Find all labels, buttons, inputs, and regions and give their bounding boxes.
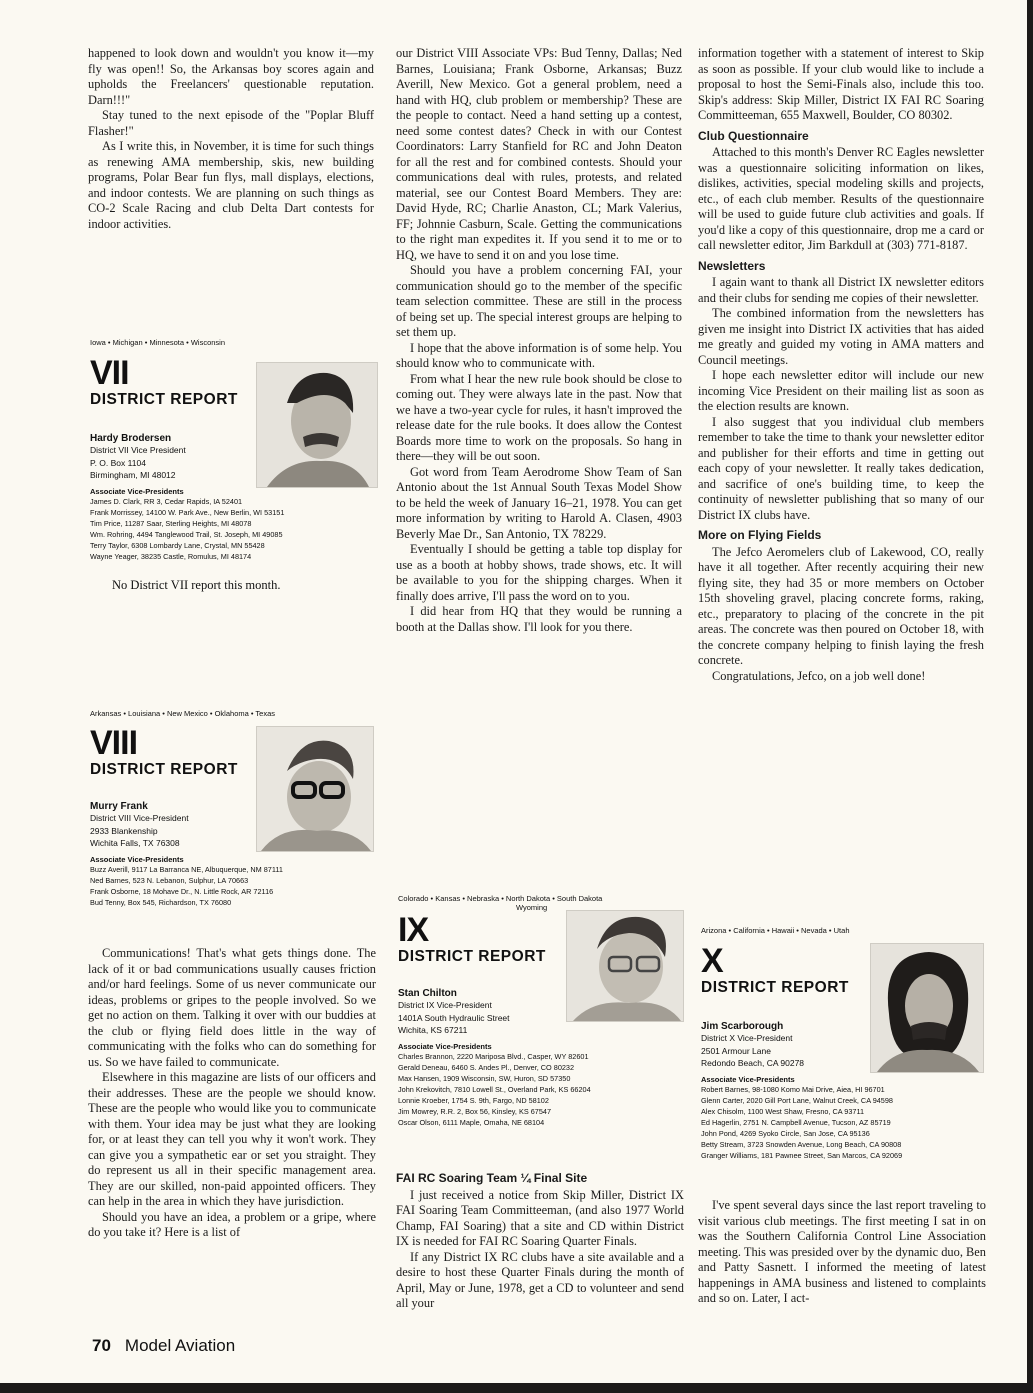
associate-line: Ned Barnes, 523 N. Lebanon, Sulphur, LA 70663 bbox=[90, 875, 249, 885]
vice-president-name: Jim Scarborough bbox=[701, 1021, 784, 1032]
paragraph: Attached to this month's Denver RC Eagles newsletter was a questionnaire soliciting information on likes, dislikes, activities, special modeling skills and projects, etc., of each club member. Results of the questionnaire will be used to guide future club activities and goals. If you'd like a copy of this questionnaire, drop me a card or call newsletter editor, Jim Barkdull at (303) 771-8187. bbox=[698, 145, 984, 252]
magazine-name: Model Aviation bbox=[124, 1336, 236, 1355]
section-heading: FAI RC Soaring Team ¼ Final Site bbox=[396, 1171, 588, 1185]
paragraph: The combined information from the newsletters has given me insight into District IX activities that has aided me greatly and guided my voting in AMA matters and Council meetings. bbox=[698, 306, 984, 367]
associate-line: Tim Price, 11287 Saar, Sterling Heights, MI 48078 bbox=[90, 518, 252, 528]
address-line: Wichita, KS 67211 bbox=[398, 1025, 468, 1035]
district-report-title: DISTRICT REPORT bbox=[90, 391, 238, 408]
district-states: Arkansas • Louisiana • New Mexico • Oklahoma • Texas bbox=[90, 709, 276, 718]
paragraph: happened to look down and wouldn't you know it—my fly was open!! So, the Arkansas boy scores again and upholds the Freelancers' questionable reputation. Darn!!!" bbox=[88, 46, 374, 107]
page-number: 70 bbox=[92, 1336, 111, 1355]
paragraph: From what I hear the new rule book should be close to coming out. They were always late in the past. Now that we have a two-year cycle for rules, it hasn't improved the release date for the rule books. It does allow the Contest Boards more time to work on the proposals. So hang in there—they will be out soon. bbox=[396, 371, 682, 463]
address-line: Birmingham, MI 48012 bbox=[90, 470, 176, 480]
associate-line: Frank Osborne, 18 Mohave Dr., N. Little Rock, AR 72116 bbox=[90, 886, 274, 896]
column-3-bottom bbox=[698, 1198, 986, 1307]
associate-line: Robert Barnes, 98-1080 Komo Mai Drive, Aiea, HI 96701 bbox=[701, 1084, 885, 1094]
section-heading: Club Questionnaire bbox=[698, 128, 809, 143]
associate-line: Gerald Deneau, 6460 S. Andes Pl., Denver, CO 80232 bbox=[398, 1062, 575, 1072]
address-line: 2501 Armour Lane bbox=[701, 1045, 771, 1056]
address-line: District IX Vice-President bbox=[398, 1000, 492, 1010]
associate-line: Oscar Olson, 6111 Maple, Omaha, NE 68104 bbox=[398, 1117, 545, 1127]
paragraph: I also suggest that you individual club members remember to take the time to thank your newsletter editor and publisher for their efforts and time in getting out each copy of your newsletter. It really takes dedication, and sacrifice of one's building time, to keep the continuity of newsletter publishing that so many of our District IX clubs have. bbox=[698, 414, 984, 522]
paragraph: Congratulations, Jefco, on a job well done! bbox=[712, 668, 926, 683]
associate-line: Granger Williams, 181 Pawnee Street, San Marcos, CA 92069 bbox=[701, 1150, 903, 1160]
associate-line: Frank Morrissey, 14100 W. Park Ave., New Berlin, WI 53151 bbox=[90, 507, 285, 517]
district-numeral: VII bbox=[90, 354, 129, 392]
associate-line: Max Hansen, 1909 Wisconsin, SW, Huron, SD 57350 bbox=[398, 1073, 571, 1083]
vice-president-name: Stan Chilton bbox=[398, 988, 457, 999]
district-numeral: IX bbox=[398, 911, 429, 949]
district-states: Arizona • California • Hawaii • Nevada • Utah bbox=[701, 926, 850, 935]
address-line: District VIII Vice-President bbox=[90, 813, 189, 823]
column-2-top bbox=[396, 46, 682, 635]
paragraph: Stay tuned to the next episode of the "Poplar Bluff Flasher!" bbox=[88, 108, 374, 138]
paragraph: I've spent several days since the last report traveling to visit various club meetings. The first meeting I sat in on was the Southern California Control Line Association meeting. This was presided over by the dynamic duo, Ben and Patty Sasnett. I informed the meeting of latest happenings in AMA business and listened to complaints and so on. Later, I act- bbox=[698, 1198, 986, 1305]
column-2-bottom bbox=[396, 1166, 684, 1312]
vice-president-photo bbox=[870, 943, 984, 1073]
paragraph: I again want to thank all District IX newsletter editors and their clubs for sending me copies of their newsletter. bbox=[698, 275, 984, 305]
page-footer bbox=[92, 1336, 235, 1356]
vice-president-name: Murry Frank bbox=[90, 801, 148, 812]
district-report-title: DISTRICT REPORT bbox=[90, 761, 238, 778]
column-1-bottom bbox=[88, 946, 376, 1241]
address-line: District VII Vice President bbox=[90, 445, 186, 455]
associate-line: Wm. Rohring, 4494 Tanglewood Trail, St. Joseph, MI 49085 bbox=[90, 529, 283, 539]
section-heading: More on Flying Fields bbox=[698, 528, 822, 542]
paragraph: As I write this, in November, it is time for such things as renewing AMA membership, skis, new building programs, Polar Bear fun flys, mall displays, elections, and indoor contests. We are planning on such things as CO-2 Scale Racing and club Delta Dart contests for indoor activities. bbox=[88, 139, 374, 231]
associate-heading: Associate Vice-Presidents bbox=[701, 1074, 795, 1084]
paragraph: If any District IX RC clubs have a site available and a desire to host these Quarter Finals during the month of April, May or June, 1978, get a CD to volunteer and send all your bbox=[396, 1249, 684, 1310]
district-states: Colorado • Kansas • Nebraska • North Dakota • South Dakota bbox=[398, 894, 603, 903]
paragraph: I hope each newsletter editor will include our new incoming Vice President on their mailing list as soon as the election results are known. bbox=[698, 368, 984, 413]
paragraph: Should you have an idea, a problem or a gripe, where do you take it? Here is a list of bbox=[88, 1209, 376, 1239]
associate-line: Alex Chisolm, 1100 West Shaw, Fresno, CA 93711 bbox=[701, 1106, 865, 1116]
paragraph: Communications! That's what gets things done. The lack of it or bad communications usually causes friction and/or hard feelings. Some of us never communicate our ideas, problems or gripes to the people involved. So we get no action on them. Talking it over with our buddies at the club or flying field does little in the way of communicating with the folks who can do something for us. So we have failed to communicate. bbox=[88, 946, 376, 1069]
paragraph: Should you have a problem concerning FAI, your communication should go to the member of the specific team selection committee. These are still in the process of being set up. The special interest groups are helping to set them up. bbox=[396, 263, 682, 339]
associate-heading: Associate Vice-Presidents bbox=[90, 854, 184, 864]
section-heading: Newsletters bbox=[698, 258, 766, 273]
associate-line: James D. Clark, RR 3, Cedar Rapids, IA 52401 bbox=[90, 496, 243, 506]
district-numeral: VIII bbox=[90, 724, 138, 762]
address-line: 2933 Blankenship bbox=[90, 825, 158, 836]
vice-president-name: Hardy Brodersen bbox=[90, 433, 172, 444]
associate-line: Terry Taylor, 6308 Lombardy Lane, Crystal, MN 55428 bbox=[90, 540, 265, 550]
district-states-cont: Wyoming bbox=[516, 903, 548, 912]
address-line: P. O. Box 1104 bbox=[90, 457, 146, 468]
vice-president-photo bbox=[256, 362, 378, 488]
associate-line: Charles Brannon, 2220 Mariposa Blvd., Casper, WY 82601 bbox=[398, 1051, 589, 1061]
paragraph: I did hear from HQ that they would be running a booth at the Dallas show. I'll look for you there. bbox=[396, 604, 682, 634]
vice-president-photo bbox=[256, 726, 374, 852]
associate-line: Lonnie Kroeber, 1754 S. 9th, Fargo, ND 58102 bbox=[398, 1095, 549, 1105]
associate-line: Buzz Averill, 9117 La Barranca NE, Albuquerque, NM 87111 bbox=[90, 864, 283, 874]
associate-line: Ed Hagerlin, 2751 N. Campbell Avenue, Tucson, AZ 85719 bbox=[701, 1117, 891, 1127]
paragraph: Eventually I should be getting a table top display for use as a booth at hobby shows, trade shows, etc. It will be available to you for the shipping charges. When it finally does arrive, I'll pass the word on to you. bbox=[396, 542, 682, 603]
associate-line: John Krekovitch, 7810 Lowell St., Overland Park, KS 66204 bbox=[398, 1084, 591, 1094]
associate-heading: Associate Vice-Presidents bbox=[398, 1041, 492, 1051]
column-3-top bbox=[698, 46, 984, 684]
district-numeral: X bbox=[701, 942, 723, 980]
paragraph: I hope that the above information is of some help. You should know who to communicate with. bbox=[396, 340, 682, 370]
associate-line: Betty Stream, 3723 Snowden Avenue, Long Beach, CA 90808 bbox=[701, 1139, 902, 1149]
associate-line: Jim Mowrey, R.R. 2, Box 56, Kinsley, KS 67547 bbox=[398, 1106, 552, 1116]
associate-line: Glenn Carter, 2020 Gill Port Lane, Walnut Creek, CA 94598 bbox=[701, 1095, 893, 1105]
paragraph: our District VIII Associate VPs: Bud Tenny, Dallas; Ned Barnes, Louisiana; Frank Osborne, Arkansas; Buzz Averill, New Mexico. Got a general problem, need a hand with HQ, club problem or membership? These are the people to contact. Need a hand setting up a contest, need some contest dates? Check in with our Contest Coordinators: Larry Stanfield for RC and John Deaton for all the rest and for combined contests. Should your communications deal with rules, protests, and related material, see our Contest Board Members. They are: David Hyde, RC; Charlie Anaston, CL; Mark Valerius, FF; Johnnie Casburn, Scale. Getting the communications to the right man expedites it. If you send it to me or to HQ, we have to send it on and you lose time. bbox=[396, 46, 682, 262]
address-line: Wichita Falls, TX 76308 bbox=[90, 838, 180, 848]
paragraph: information together with a statement of interest to Skip as soon as possible. If your club would like to include a proposal to host the Semi-Finals also, include this too. Skip's address: Skip Miller, District IX FAI RC Soaring Committeeman, 655 Maxwell, Boulder, CO 80302. bbox=[698, 46, 984, 122]
vice-president-photo bbox=[566, 910, 684, 1022]
associate-line: Bud Tenny, Box 545, Richardson, TX 76080 bbox=[90, 897, 232, 907]
district-report-title: DISTRICT REPORT bbox=[398, 948, 546, 965]
paragraph: Elsewhere in this magazine are lists of our officers and their addresses. These are the people we should know. These are the people who would like you to communicate with them. Your idea may be just what they are looking for, or at least they can tell you why it won't work. They can give you a sympathetic ear or set you straight. They do represent us all in their specific management area. They are our skilled, non-paid appointed officers. They can help in the area in which they have jurisdiction. bbox=[88, 1070, 376, 1208]
district-states: Iowa • Michigan • Minnesota • Wisconsin bbox=[90, 338, 226, 347]
associate-heading: Associate Vice-Presidents bbox=[90, 486, 184, 496]
associate-line: John Pond, 4269 Syoko Circle, San Jose, CA 95136 bbox=[701, 1128, 870, 1138]
district-report-title: DISTRICT REPORT bbox=[701, 979, 849, 996]
address-line: 1401A South Hydraulic Street bbox=[398, 1012, 510, 1023]
associate-line: Wayne Yeager, 38235 Castle, Romulus, MI 48174 bbox=[90, 551, 252, 561]
address-line: Redondo Beach, CA 90278 bbox=[701, 1058, 805, 1068]
no-report-note: No District VII report this month. bbox=[112, 577, 281, 592]
paragraph: Got word from Team Aerodrome Show Team of San Antonio about the 1st Annual South Texas Model Show to be held the week of January 16–21, 1978. You can get more information by writing to Harold A. Clasen, 4903 Beverly Mae Dr., San Antonio, TX 78229. bbox=[396, 464, 682, 541]
column-1-top bbox=[88, 46, 374, 232]
address-line: District X Vice-President bbox=[701, 1033, 793, 1043]
paragraph: I just received a notice from Skip Miller, District IX FAI Soaring Team Committeeman, (and also 1977 World Champ, FAI Soaring) that a site and CD within District IX is needed for FAI RC Soaring Quarter Finals. bbox=[396, 1187, 684, 1248]
paragraph: The Jefco Aeromelers club of Lakewood, CO, really have it all together. After recently acquiring their new flying site, they had 35 or more members on October 15th shoveling gravel, placing concrete forms, raking, etc., preparatory to placing of the concrete in the pit areas. The concrete was then poured on October 18, with the concrete company helping to finish laying the fresh concrete. bbox=[698, 544, 984, 667]
